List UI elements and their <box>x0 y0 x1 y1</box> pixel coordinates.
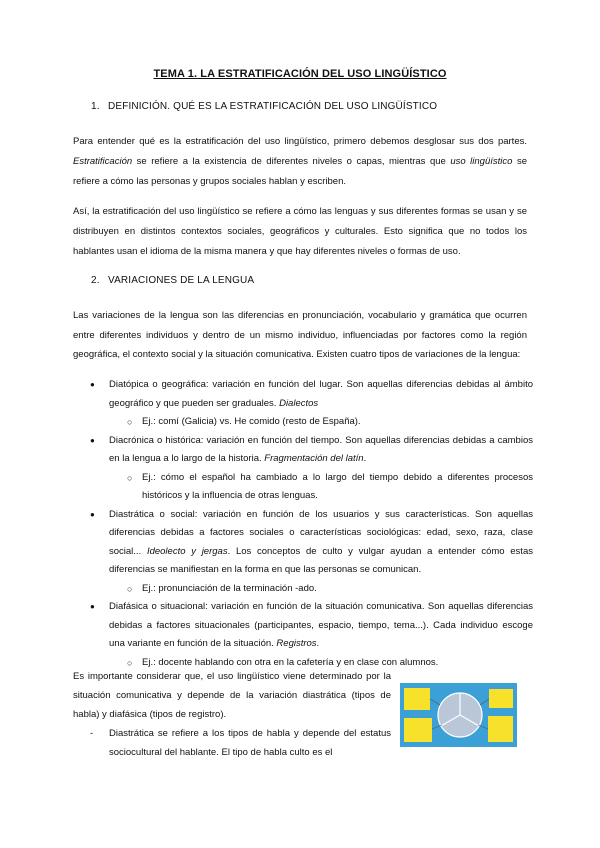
note-yellow-bottom-left <box>404 718 432 742</box>
section-1-heading <box>91 101 437 112</box>
item-text: Diastrática o social: variación en función de los usuarios y sus características. Son aquellas diferencias debidas a factores sociales o características sociológicas: edad, sexo, raza, clase social... <box>109 508 533 557</box>
section-2-title: VARIACIONES DE LA LENGUA <box>108 275 255 286</box>
paragraph-text: Es importante considerar que, el uso lingüístico viene determinado por la situación comunicativa y depende de la variación diastrática (tipos de habla) y diafásica (tipos de registro). <box>73 671 391 720</box>
section-1-number: 1. <box>91 101 100 112</box>
italic-term: Estratificación <box>73 156 133 167</box>
circle-bullet-icon: ○ <box>127 583 133 594</box>
italic-term: Fragmentación del latín <box>264 453 364 464</box>
italic-term: uso lingüístico <box>450 156 513 167</box>
paragraph-text: Así, la estratificación del uso lingüístico se refiere a cómo las lenguas y sus diferentes formas se usan y se distribuyen en distintos contextos sociales, geográficos y culturales. Esto significa que no todos los hablantes usan el idioma de la misma manera y que hay diferentes niveles o formas de uso. <box>73 206 527 257</box>
note-yellow-bottom-right <box>488 716 513 742</box>
item-tail: . <box>316 638 320 649</box>
text-run: se refiere a cómo las personas y grupos sociales hablan y escriben. <box>73 156 527 187</box>
item-text: Diafásica o situacional: variación en función de la situación comunicativa. Son aquellas diferencias debidas a factores situacionales (participantes, espacio, tiempo, tema...). Cada individuo escoge una variante en función de la situación. <box>109 601 533 649</box>
circle-bullet-icon: ○ <box>127 472 133 483</box>
dash-bullet-icon: - <box>90 728 94 739</box>
italic-term: Ideolecto y jergas <box>146 545 228 557</box>
italic-term: Registros <box>276 638 317 649</box>
item-tail: . <box>363 453 367 464</box>
sub-list-item <box>73 413 533 432</box>
sub-list-item <box>73 469 533 506</box>
example-text: Ej.: cómo el español ha cambiado a lo largo del tiempo debido a diferentes procesos históricos y la influencia de otras lenguas. <box>142 471 533 501</box>
section-2-heading <box>91 275 254 286</box>
italic-term: Dialectos <box>279 397 319 409</box>
bullet-icon: ● <box>90 380 95 389</box>
diagram-graphic <box>400 683 517 747</box>
variation-diagram-image <box>400 683 517 747</box>
bullet-icon: ● <box>90 435 95 445</box>
example-text: Ej.: docente hablando con otra en la cafetería y en clase con alumnos. <box>142 656 439 668</box>
example-text: Ej.: comí (Galicia) vs. He comido (resto de España). <box>142 416 361 427</box>
dash-item-text: Diastrática se refiere a los tipos de habla y depende del estatus sociocultural del hablante. El tipo de habla culto es el <box>109 728 391 758</box>
page-title: TEMA 1. LA ESTRATIFICACIÓN DEL USO LINGÜÍSTICO <box>153 68 447 80</box>
circle-bullet-icon: ○ <box>127 417 133 427</box>
bullet-icon: ● <box>90 509 95 519</box>
dash-list-item <box>73 724 391 762</box>
list-item <box>73 506 533 580</box>
section-1-title: DEFINICIÓN. QUÉ ES LA ESTRATIFICACIÓN DEL USO LINGÜÍSTICO <box>108 101 438 112</box>
text-run: Para entender qué es la estratificación del uso lingüístico, primero debemos desglosar sus dos partes. <box>73 136 527 147</box>
list-item <box>73 376 533 413</box>
text-run: se refiere a la existencia de diferentes niveles o capas, mientras que <box>132 156 451 167</box>
paragraph-text: Las variaciones de la lengua son las diferencias en pronunciación, vocabulario y gramática que ocurren entre diferentes individuos y dentro de un mismo individuo, influenciadas por factores como la región geográfica, el contexto social y la situación comunicativa. Existen cuatro tipos de variaciones de la lengua: <box>73 310 527 360</box>
circle-bullet-icon: ○ <box>127 657 133 668</box>
item-text: Diacrónica o histórica: variación en función del tiempo. Son aquellas diferencias debidas a cambios en la lengua a lo largo de la historia. <box>109 434 533 464</box>
note-yellow-top-right <box>489 689 513 708</box>
item-tail: . Los conceptos de culto y vulgar ayudan a entender cómo estas diferencias se manifiestan en la forma en que las personas se comunican. <box>109 545 533 575</box>
definition-paragraph-1 <box>73 132 527 192</box>
sub-list-item <box>73 580 533 599</box>
bullet-icon: ● <box>90 602 95 611</box>
definition-paragraph-2 <box>73 202 527 262</box>
variations-intro <box>73 306 527 365</box>
section-2-number: 2. <box>91 275 100 286</box>
list-item <box>73 432 533 469</box>
variations-list <box>73 376 533 672</box>
closing-paragraph <box>73 667 391 762</box>
item-text: Diatópica o geográfica: variación en función del lugar. Son aquellas diferencias debidas al ámbito geográfico y que pueden ser graduales. <box>109 379 533 409</box>
example-text: Ej.: pronunciación de la terminación -ado. <box>142 582 317 594</box>
note-yellow-top-left <box>404 688 430 710</box>
list-item <box>73 598 533 654</box>
